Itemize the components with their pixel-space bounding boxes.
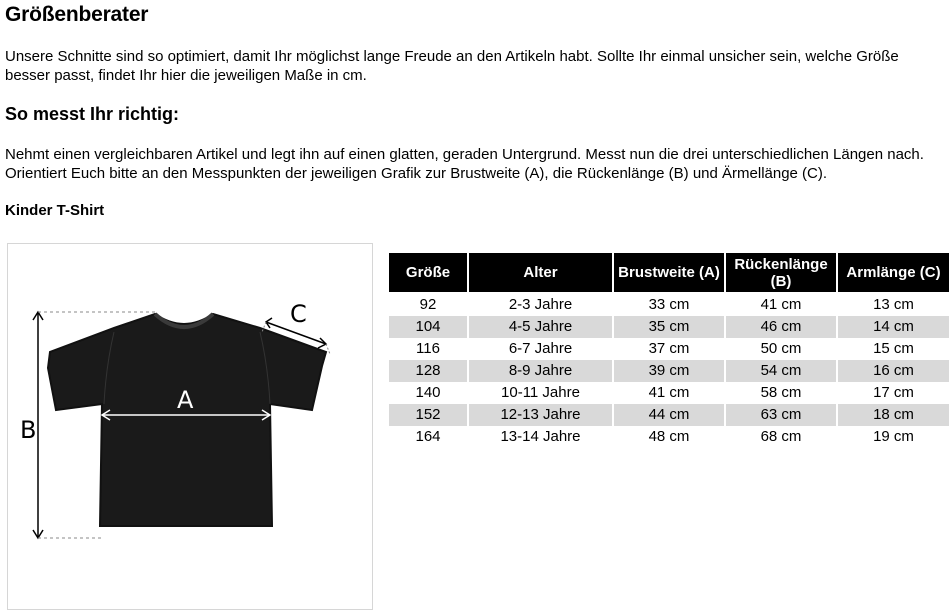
cell-age: 2-3 Jahre — [469, 294, 612, 316]
cell-size: 104 — [389, 316, 467, 338]
cell-chest: 39 cm — [614, 360, 724, 382]
how-to-heading: So messt Ihr richtig: — [5, 104, 180, 124]
cell-back-length: 46 cm — [726, 316, 836, 338]
cell-arm-length: 16 cm — [838, 360, 949, 382]
label-a: A — [177, 386, 194, 414]
header-chest: Brustweite (A) — [614, 253, 724, 294]
header-age: Alter — [469, 253, 612, 294]
cell-chest: 48 cm — [614, 426, 724, 448]
cell-arm-length: 19 cm — [838, 426, 949, 448]
table-row — [389, 294, 949, 316]
header-back-length: Rückenlänge (B) — [726, 253, 836, 294]
cell-arm-length: 14 cm — [838, 316, 949, 338]
intro-text: Unsere Schnitte sind so optimiert, damit Ihr möglichst lange Freude an den Artikeln habt. Sollte Ihr einmal unsicher sein, welche Größe besser passt, findet Ihr hier die jeweiligen Maße in cm. — [5, 48, 899, 84]
cell-back-length: 50 cm — [726, 338, 836, 360]
cell-back-length: 41 cm — [726, 294, 836, 316]
size-table-header — [389, 253, 949, 294]
table-row — [389, 338, 949, 360]
page-title: Größenberater — [5, 3, 149, 26]
cell-age: 13-14 Jahre — [469, 426, 612, 448]
cell-back-length: 58 cm — [726, 382, 836, 404]
cell-age: 10-11 Jahre — [469, 382, 612, 404]
tshirt-icon — [8, 244, 374, 611]
cell-chest: 44 cm — [614, 404, 724, 426]
header-arm-length: Armlänge (C) — [838, 253, 949, 294]
cell-age: 4-5 Jahre — [469, 316, 612, 338]
how-to-text: Nehmt einen vergleichbaren Artikel und legt ihn auf einen glatten, geraden Untergrund. Messt nun die drei unterschiedlichen Längen nach. Orientiert Euch bitte an den Messpunkten der jeweiligen Grafik zur Brustweite (A), die Rückenlänge (B) und Ärmellänge (C). — [5, 146, 924, 182]
cell-chest: 35 cm — [614, 316, 724, 338]
size-table — [387, 253, 951, 448]
cell-arm-length: 18 cm — [838, 404, 949, 426]
product-heading: Kinder T-Shirt — [5, 202, 105, 219]
cell-size: 92 — [389, 294, 467, 316]
header-size: Größe — [389, 253, 467, 294]
cell-age: 8-9 Jahre — [469, 360, 612, 382]
cell-chest: 33 cm — [614, 294, 724, 316]
cell-size: 128 — [389, 360, 467, 382]
cell-back-length: 68 cm — [726, 426, 836, 448]
cell-size: 140 — [389, 382, 467, 404]
cell-arm-length: 17 cm — [838, 382, 949, 404]
cell-size: 164 — [389, 426, 467, 448]
table-row — [389, 316, 949, 338]
cell-chest: 37 cm — [614, 338, 724, 360]
cell-back-length: 63 cm — [726, 404, 836, 426]
cell-size: 152 — [389, 404, 467, 426]
cell-arm-length: 13 cm — [838, 294, 949, 316]
cell-chest: 41 cm — [614, 382, 724, 404]
table-row — [389, 426, 949, 448]
table-row — [389, 404, 949, 426]
cell-back-length: 54 cm — [726, 360, 836, 382]
cell-age: 12-13 Jahre — [469, 404, 612, 426]
label-c: C — [290, 300, 307, 328]
table-row — [389, 382, 949, 404]
label-b: B — [20, 416, 37, 444]
table-row — [389, 360, 949, 382]
tshirt-measurement-figure — [7, 243, 373, 610]
tshirt-shape — [48, 314, 326, 526]
cell-size: 116 — [389, 338, 467, 360]
cell-age: 6-7 Jahre — [469, 338, 612, 360]
cell-arm-length: 15 cm — [838, 338, 949, 360]
